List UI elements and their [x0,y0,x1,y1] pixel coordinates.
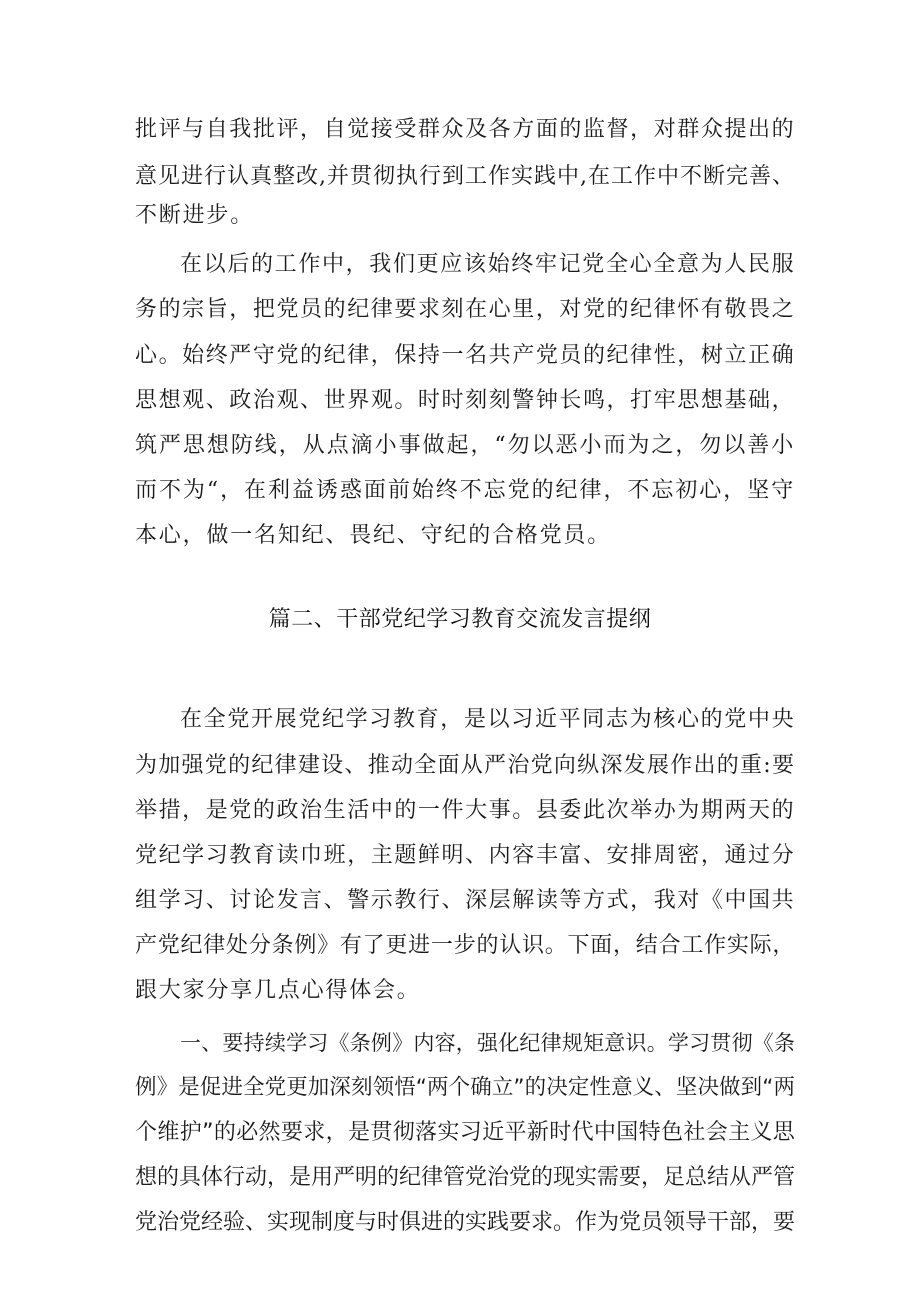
paragraph-line: 务的宗旨，把党员的纪律要求刻在心里，对党的纪律怀有敬畏之 [135,297,795,322]
paragraph-line: 例》是促进全党更加深刻领悟“两个确立”的决定性意义、坚决做到“两 [135,1075,795,1100]
paragraph-line: 党治党经验、实现制度与时俱进的实践要求。作为党员领导干部，要 [135,1210,796,1235]
paragraph-line: 党纪学习教育读巾班，主题鲜明、内容丰富、安排周密，通过分 [135,843,795,868]
paragraph-line: 想的具体行动，是用严明的纪律管党治党的现实需要，足总结从严管 [135,1165,796,1190]
paragraph-line: 本心，做一名知纪、畏纪、守纪的合格党员。 [135,523,612,548]
paragraph-line: 一、要持续学习《条例》内容，强化纪律规矩意识。学习贯彻《条 [180,1031,795,1055]
paragraph-line: 不断进步。 [135,203,255,228]
paragraph-line: 筑严思想防线，从点滴小事做起，“勿以恶小而为之，勿以善小 [135,433,795,458]
paragraph-line: 思想观、政治观、世界观。时时刻刻警钟长鸣，打牢思想基础， [135,388,795,413]
paragraph-line: 意见进行认真整改,并贯彻执行到工作实践中,在工作中不断完善、 [135,164,795,189]
paragraph-line: 跟大家分享几点心得体会。 [135,978,421,1003]
paragraph-line: 而不为“，在利益诱惑面前始终不忘党的纪律，不忘初心，坚守 [135,478,795,503]
paragraph-line: 批评与自我批评，自觉接受群众及各方面的监督，对群众提出的 [135,117,795,142]
paragraph-line: 产党纪律处分条例》有了更进一步的认识。下面，结合工作实际， [135,933,795,958]
paragraph-line: 在以后的工作中，我们更应该始终牢记党全心全意为人民服 [180,252,795,277]
paragraph-line: 举措，是党的政治生活中的一件大事。县委此次举办为期两天的 [135,798,795,823]
paragraph-line: 心。始终严守党的纪律，保持一名共产党员的纪律性，树立正确 [135,343,795,368]
section-heading: 篇二、干部党纪学习教育交流发言提纲 [268,607,652,632]
paragraph-line: 为加强党的纪律建设、推动全面从严治党向纵深发展作出的重:要 [135,753,795,778]
paragraph-line: 组学习、讨论发言、警示教行、深层解读等方式，我对《中国共 [135,888,795,913]
paragraph-line: 在全党开展党纪学习教育，是以习近平同志为核心的党中央 [180,707,795,732]
paragraph-line: 个维护”的必然要求，是贯彻落实习近平新时代中国特色社会主义思 [135,1120,795,1145]
